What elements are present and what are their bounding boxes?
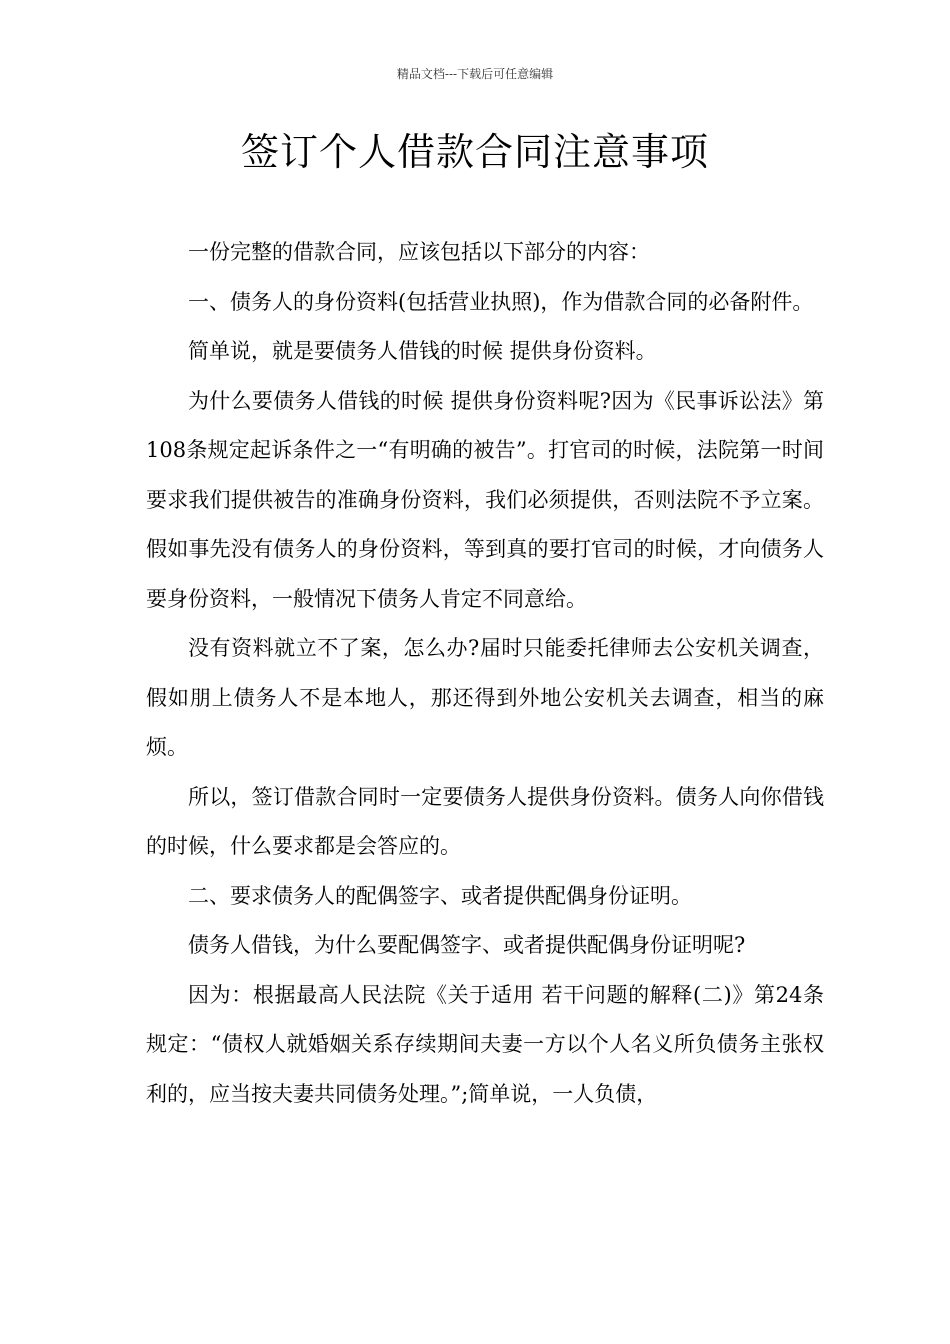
- paragraph: 所以，签订借款合同时一定要债务人提供身份资料。债务人向你借钱的时候，什么要求都是会答应的。: [146, 784, 824, 858]
- paragraph: 债务人借钱，为什么要配偶签字、或者提供配偶身份证明呢?: [188, 933, 746, 957]
- document-body: [146, 228, 824, 1119]
- header-note: 精品文档---下载后可任意编辑: [396, 67, 554, 81]
- paragraph: 为什么要债务人借钱的时候 提供身份资料呢?因为《民事诉讼法》第108条规定起诉条件之一“有明确的被告”。打官司的时候，法院第一时间要求我们提供被告的准确身份资料，我们必须提供，否则法院不予立案。假如事先没有债务人的身份资料，等到真的要打官司的时候，才向债务人要身份资料，一般情况下债务人肯定不同意给。: [146, 388, 824, 611]
- paragraph: 因为：根据最高人民法院《关于适用 若干问题的解释(二)》第24条规定：“债权人就婚姻关系存续期间夫妻一方以个人名义所负债务主张权利的，应当按夫妻共同债务处理。”;简单说，一人负债，: [146, 982, 824, 1106]
- paragraph: 没有资料就立不了案，怎么办?届时只能委托律师去公安机关调查，假如朋上债务人不是本地人，那还得到外地公安机关去调查，相当的麻烦。: [146, 636, 824, 759]
- paragraph: 简单说，就是要债务人借钱的时候 提供身份资料。: [188, 339, 657, 363]
- paragraph: 二、要求债务人的配偶签字、或者提供配偶身份证明。: [188, 883, 692, 908]
- document-title: 签订个人借款合同注意事项: [240, 130, 709, 174]
- paragraph: 一、债务人的身份资料(包括营业执照)，作为借款合同的必备附件。: [188, 289, 814, 314]
- paragraph: 一份完整的借款合同，应该包括以下部分的内容：: [188, 240, 650, 264]
